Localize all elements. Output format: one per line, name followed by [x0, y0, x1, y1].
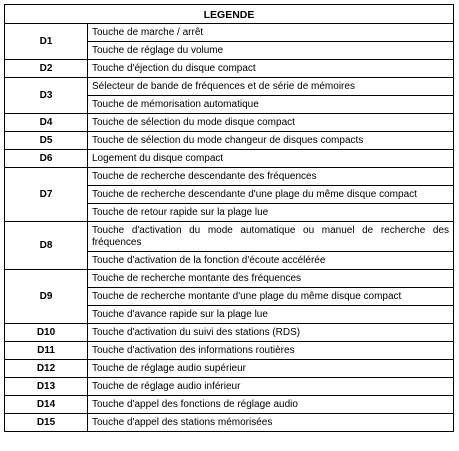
legend-code: D10	[5, 324, 88, 342]
legend-description: Touche de recherche montante des fréquences	[88, 270, 454, 288]
legend-code: D3	[5, 78, 88, 114]
legend-description: Touche de recherche descendante d'une plage du même disque compact	[88, 186, 454, 204]
legend-description: Touche de recherche montante d'une plage du même disque compact	[88, 288, 454, 306]
legend-header-row	[5, 5, 454, 24]
legend-table	[4, 4, 454, 432]
legend-description: Touche de réglage audio inférieur	[88, 378, 454, 396]
legend-row	[5, 360, 454, 378]
legend-row	[5, 168, 454, 186]
legend-code: D8	[5, 222, 88, 270]
legend-description: Touche de réglage du volume	[88, 42, 454, 60]
legend-row	[5, 342, 454, 360]
legend-code: D9	[5, 270, 88, 324]
legend-description: Touche d'appel des stations mémorisées	[88, 414, 454, 432]
legend-code: D13	[5, 378, 88, 396]
legend-code: D6	[5, 150, 88, 168]
legend-row	[5, 114, 454, 132]
legend-row	[5, 132, 454, 150]
legend-description: Touche de recherche descendante des fréquences	[88, 168, 454, 186]
legend-code: D7	[5, 168, 88, 222]
legend-row	[5, 414, 454, 432]
legend-row	[5, 378, 454, 396]
legend-row	[5, 222, 454, 252]
legend-body	[5, 24, 454, 432]
legend-code: D12	[5, 360, 88, 378]
legend-code: D11	[5, 342, 88, 360]
legend-row	[5, 60, 454, 78]
legend-row	[5, 24, 454, 42]
legend-row	[5, 78, 454, 96]
legend-row	[5, 270, 454, 288]
legend-description: Touche d'activation des informations routières	[88, 342, 454, 360]
legend-description: Touche d'activation de la fonction d'écoute accélérée	[88, 252, 454, 270]
legend-description: Touche de marche / arrêt	[88, 24, 454, 42]
legend-description: Touche d'activation du mode automatique ou manuel de recherche des fréquences	[88, 222, 454, 252]
legend-code: D4	[5, 114, 88, 132]
legend-description: Touche d'appel des fonctions de réglage audio	[88, 396, 454, 414]
legend-code: D14	[5, 396, 88, 414]
legend-code: D2	[5, 60, 88, 78]
legend-description: Touche d'avance rapide sur la plage lue	[88, 306, 454, 324]
legend-description: Touche de réglage audio supérieur	[88, 360, 454, 378]
legend-description: Touche d'éjection du disque compact	[88, 60, 454, 78]
legend-description: Touche de retour rapide sur la plage lue	[88, 204, 454, 222]
legend-title: LEGENDE	[5, 5, 454, 24]
legend-row	[5, 150, 454, 168]
legend-description: Touche d'activation du suivi des stations (RDS)	[88, 324, 454, 342]
legend-description: Sélecteur de bande de fréquences et de série de mémoires	[88, 78, 454, 96]
legend-row	[5, 324, 454, 342]
legend-description: Touche de mémorisation automatique	[88, 96, 454, 114]
legend-description: Touche de sélection du mode changeur de disques compacts	[88, 132, 454, 150]
legend-code: D15	[5, 414, 88, 432]
legend-description: Touche de sélection du mode disque compact	[88, 114, 454, 132]
legend-row	[5, 396, 454, 414]
legend-code: D1	[5, 24, 88, 60]
legend-code: D5	[5, 132, 88, 150]
legend-description: Logement du disque compact	[88, 150, 454, 168]
